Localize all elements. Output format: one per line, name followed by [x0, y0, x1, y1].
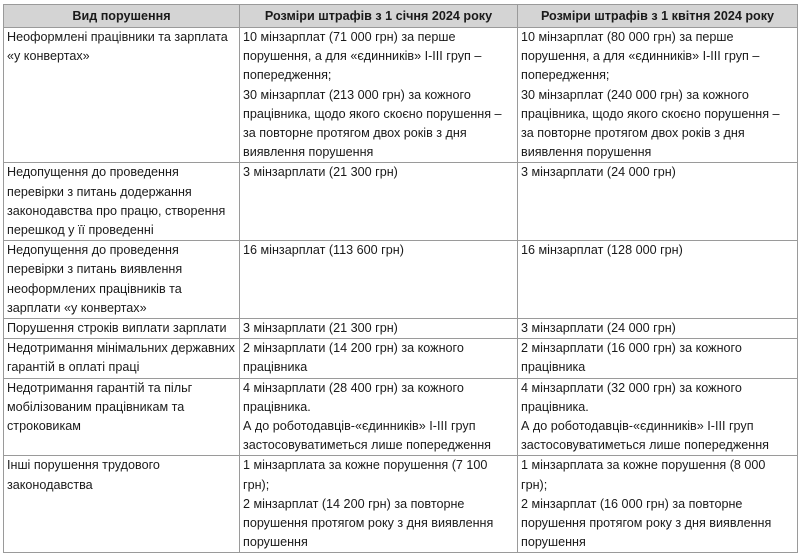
fines-table — [3, 4, 798, 553]
table-row — [4, 319, 798, 339]
header-fines-jan-2024: Розміри штрафів з 1 січня 2024 року — [240, 5, 518, 28]
fine-text: 3 мінзарплати (24 000 грн) — [521, 165, 676, 180]
fine-jan-cell — [240, 319, 518, 339]
violation-cell: Недотримання мінімальних державних гарантій в оплаті праці — [4, 339, 240, 378]
violation-cell: Недопущення до проведення перевірки з питань додержання законодавства про працю, створення перешкод у її проведенні — [4, 163, 240, 241]
fine-text: 1 мінзарплата за кожне порушення (8 000 грн); — [521, 458, 766, 492]
header-violation-type: Вид порушення — [4, 5, 240, 28]
fine-text: 3 мінзарплати (21 300 грн) — [243, 165, 398, 180]
fine-text: 4 мінзарплати (32 000 грн) за кожного працівника. — [521, 380, 742, 414]
fine-apr-cell — [518, 241, 798, 319]
fine-apr-cell — [518, 319, 798, 339]
fine-text: 10 мінзарплат (80 000 грн) за перше порушення, а для «єдинників» І-ІІІ груп – попередження; — [521, 30, 760, 83]
table-row — [4, 163, 798, 241]
fine-text: 16 мінзарплат (128 000 грн) — [521, 243, 683, 258]
table-row — [4, 456, 798, 553]
fine-text: 10 мінзарплат (71 000 грн) за перше порушення, а для «єдинників» І-ІІІ груп – попередження; — [243, 30, 482, 83]
fine-text: 2 мінзарплат (14 200 грн) за повторне порушення протягом року з дня виявлення порушення — [243, 496, 494, 550]
table-row — [4, 339, 798, 378]
fine-text: 30 мінзарплат (240 000 грн) за кожного працівника, щодо якого скоєно порушення – за повторне протягом двох років з дня виявлення порушення — [521, 87, 780, 160]
fine-text: 1 мінзарплата за кожне порушення (7 100 грн); — [243, 458, 488, 492]
fine-text: 2 мінзарплат (16 000 грн) за повторне порушення протягом року з дня виявлення порушення — [521, 496, 772, 550]
fine-text: А до роботодавців-«єдинників» І-ІІІ груп застосовуватиметься лише попередження — [243, 419, 492, 453]
table-row — [4, 241, 798, 319]
fine-jan-cell — [240, 241, 518, 319]
fine-jan-cell — [240, 456, 518, 553]
fine-apr-cell — [518, 163, 798, 241]
fine-jan-cell — [240, 163, 518, 241]
fine-apr-cell — [518, 456, 798, 553]
violation-cell: Порушення строків виплати зарплати — [4, 319, 240, 339]
table-row — [4, 28, 798, 163]
violation-cell: Неоформлені працівники та зарплата «у конвертах» — [4, 28, 240, 163]
fine-text: 16 мінзарплат (113 600 грн) — [243, 243, 404, 258]
violation-cell: Недопущення до проведення перевірки з питань виявлення неоформлених працівників та зарплати «у конвертах» — [4, 241, 240, 319]
fine-apr-cell — [518, 378, 798, 456]
fine-jan-cell — [240, 378, 518, 456]
table-header-row — [4, 5, 798, 28]
fine-text: 3 мінзарплати (21 300 грн) — [243, 321, 398, 336]
fine-text: 30 мінзарплат (213 000 грн) за кожного працівника, щодо якого скоєно порушення – за повторне протягом двох років з дня виявлення порушення — [243, 87, 502, 160]
fine-apr-cell — [518, 28, 798, 163]
fine-text: А до роботодавців-«єдинників» І-ІІІ груп застосовуватиметься лише попередження — [521, 419, 770, 453]
violation-cell: Інші порушення трудового законодавства — [4, 456, 240, 553]
header-fines-apr-2024: Розміри штрафів з 1 квітня 2024 року — [518, 5, 798, 28]
fine-jan-cell — [240, 339, 518, 378]
fine-text: 2 мінзарплати (16 000 грн) за кожного працівника — [521, 341, 742, 375]
fine-text: 4 мінзарплати (28 400 грн) за кожного працівника. — [243, 380, 464, 414]
violation-cell: Недотримання гарантій та пільг мобілізованим працівникам та строковикам — [4, 378, 240, 456]
table-row — [4, 378, 798, 456]
fine-text: 2 мінзарплати (14 200 грн) за кожного працівника — [243, 341, 464, 375]
fine-jan-cell — [240, 28, 518, 163]
fine-text: 3 мінзарплати (24 000 грн) — [521, 321, 676, 336]
fine-apr-cell — [518, 339, 798, 378]
